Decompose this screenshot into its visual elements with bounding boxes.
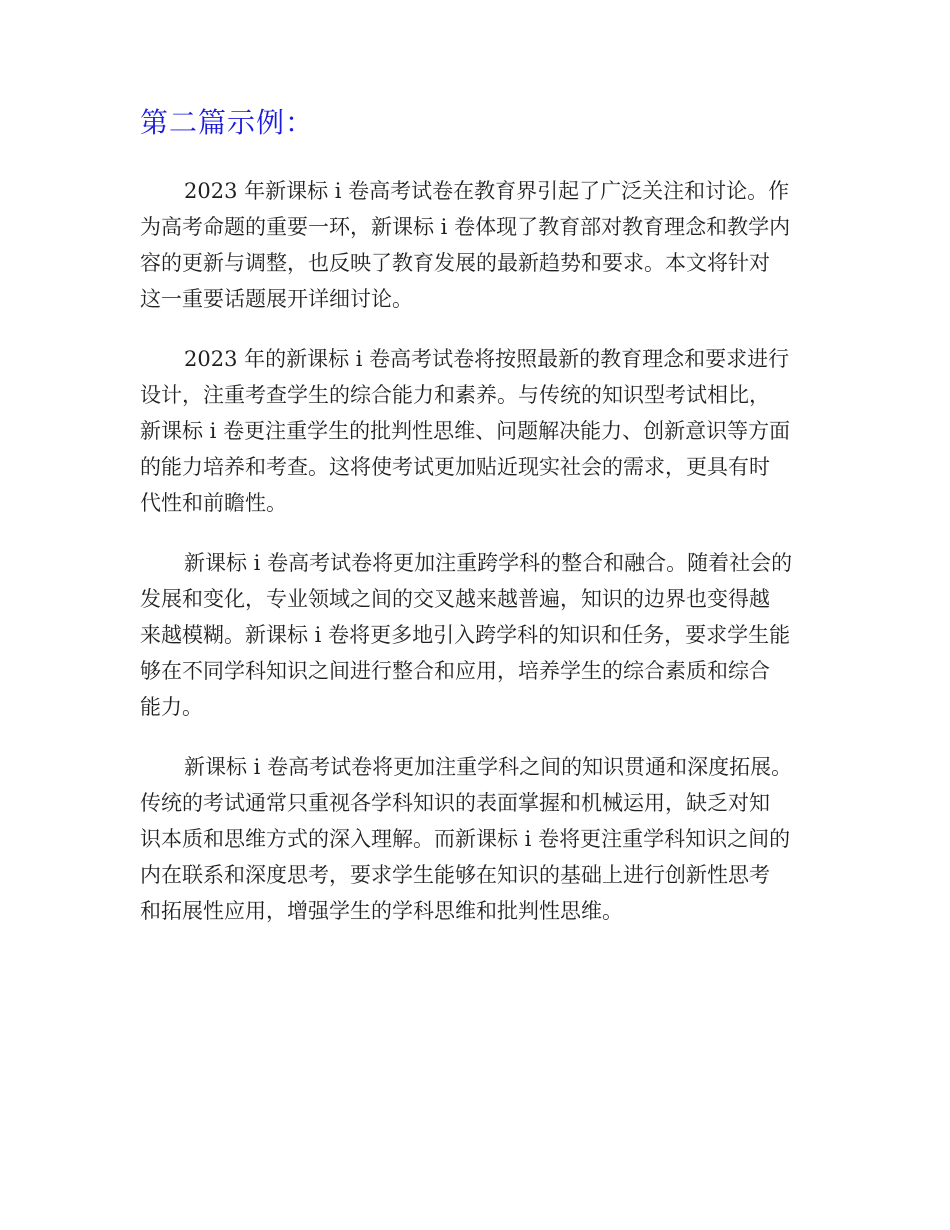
paragraph-line: 来越模糊。新课标 i 卷将更多地引入跨学科的知识和任务，要求学生能 xyxy=(140,623,791,647)
document-body xyxy=(140,173,815,953)
paragraph-line: 新课标 i 卷更注重学生的批判性思维、问题解决能力、创新意识等方面 xyxy=(140,419,791,443)
paragraph-line: 内在联系和深度思考，要求学生能够在知识的基础上进行创新性思考 xyxy=(140,863,770,887)
paragraph-line: 容的更新与调整，也反映了教育发展的最新趋势和要求。本文将针对 xyxy=(140,251,770,275)
paragraph-line: 发展和变化，专业领域之间的交叉越来越普遍，知识的边界也变得越 xyxy=(140,587,770,611)
paragraph-line: 的能力培养和考查。这将使考试更加贴近现实社会的需求，更具有时 xyxy=(140,455,770,479)
paragraph-line: 设计，注重考查学生的综合能力和素养。与传统的知识型考试相比， xyxy=(140,383,770,407)
paragraph-line: 2023 年新课标 i 卷高考试卷在教育界引起了广泛关注和讨论。作 xyxy=(184,179,790,203)
paragraph-line: 新课标 i 卷高考试卷将更加注重学科之间的知识贯通和深度拓展。 xyxy=(184,755,793,779)
paragraph-line: 这一重要话题展开详细讨论。 xyxy=(140,287,413,311)
paragraph-3 xyxy=(140,545,815,725)
paragraph-line: 识本质和思维方式的深入理解。而新课标 i 卷将更注重学科知识之间的 xyxy=(140,827,791,851)
paragraph-line: 新课标 i 卷高考试卷将更加注重跨学科的整合和融合。随着社会的 xyxy=(184,551,793,575)
paragraph-4 xyxy=(140,749,815,929)
paragraph-line: 够在不同学科知识之间进行整合和应用，培养学生的综合素质和综合 xyxy=(140,659,770,683)
paragraph-line: 能力。 xyxy=(140,695,203,719)
paragraph-1 xyxy=(140,173,815,317)
paragraph-line: 为高考命题的重要一环，新课标 i 卷体现了教育部对教育理念和教学内 xyxy=(140,215,791,239)
paragraph-line: 代性和前瞻性。 xyxy=(140,491,287,515)
paragraph-line: 和拓展性应用，增强学生的学科思维和批判性思维。 xyxy=(140,899,623,923)
paragraph-line: 传统的考试通常只重视各学科知识的表面掌握和机械运用，缺乏对知 xyxy=(140,791,770,815)
paragraph-line: 2023 年的新课标 i 卷高考试卷将按照最新的教育理念和要求进行 xyxy=(184,347,790,371)
section-heading: 第二篇示例： xyxy=(140,106,315,139)
paragraph-2 xyxy=(140,341,815,521)
